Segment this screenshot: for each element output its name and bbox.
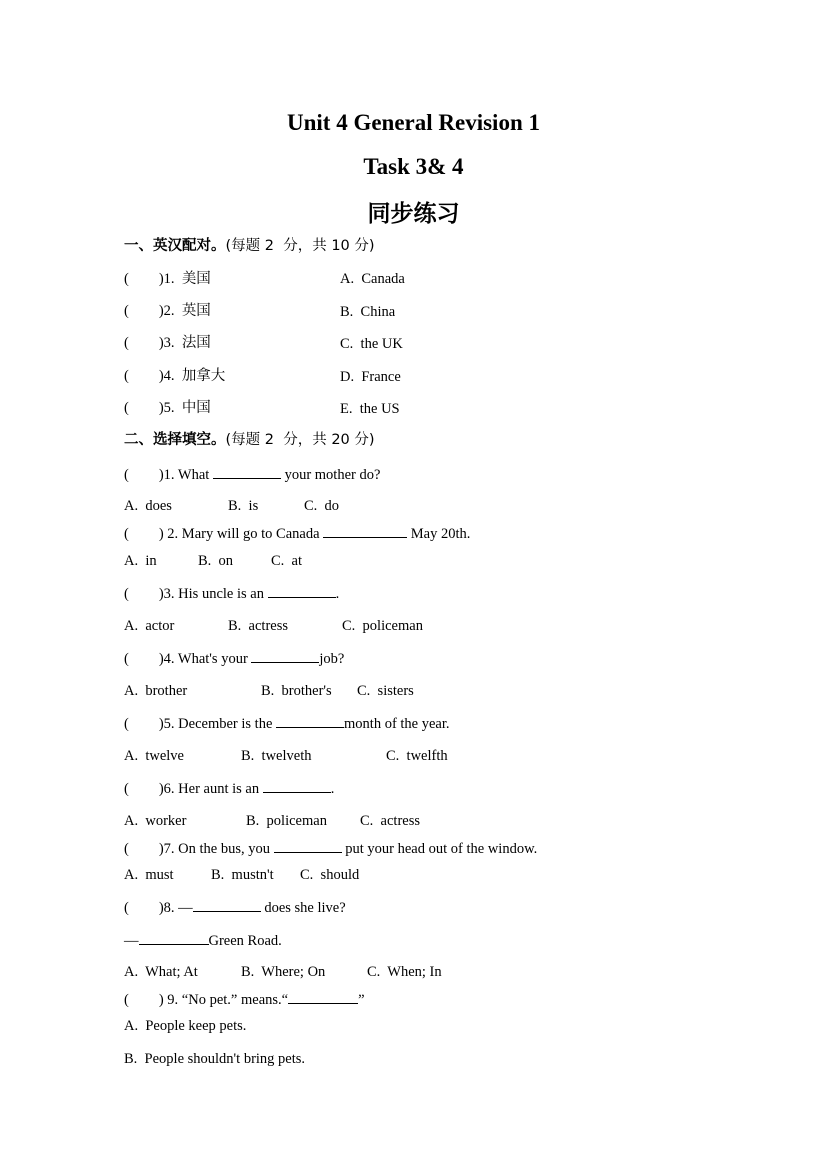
section1-note: (每题 2 分，共 10 分) — [225, 238, 375, 254]
match-item-2: ( )2. 英国 — [124, 303, 211, 319]
q6-option-b: B. policeman — [246, 813, 327, 829]
match-item-3: ( )3. 法国 — [124, 335, 211, 351]
answer-blank[interactable] — [251, 649, 319, 663]
answer-blank[interactable] — [139, 931, 209, 945]
answer-blank[interactable] — [268, 584, 336, 598]
answer-blank[interactable] — [323, 524, 407, 538]
question-2: ( ) 2. Mary will go to Canada May 20th. — [124, 526, 471, 542]
q4-option-c: C. sisters — [357, 683, 414, 699]
section1-label: 一、英汉配对。 — [124, 238, 226, 254]
q2-option-a: A. in — [124, 553, 157, 569]
q1-option-a: A. does — [124, 498, 172, 514]
q8-option-c: C. When; In — [367, 964, 442, 980]
question-6: ( )6. Her aunt is an . — [124, 781, 335, 797]
page-title: Unit 4 General Revision 1 — [287, 110, 540, 135]
section2-header — [124, 431, 375, 449]
q2-option-c: C. at — [271, 553, 303, 569]
q9-option-a: A. People keep pets. — [124, 1018, 247, 1034]
section2-note: (每题 2 分，共 20 分) — [225, 432, 375, 448]
question-8-reply: — Green Road. — [124, 933, 282, 949]
q5-option-c: C. twelfth — [386, 748, 448, 764]
page-subtitle: Task 3& 4 — [363, 154, 464, 179]
answer-blank[interactable] — [276, 714, 344, 728]
match-option-e: E. the US — [340, 401, 400, 417]
question-9: ( ) 9. “No pet.” means.“ ” — [124, 992, 365, 1008]
q9-option-b: B. People shouldn't bring pets. — [124, 1051, 306, 1067]
q8-option-b: B. Where; On — [241, 964, 326, 980]
match-item-4: ( )4. 加拿大 — [124, 368, 226, 384]
match-item-5: ( )5. 中国 — [124, 400, 211, 416]
q1-option-b: B. is — [228, 498, 259, 514]
q4-option-a: A. brother — [124, 683, 188, 699]
q3-option-b: B. actress — [228, 618, 288, 634]
q2-option-b: B. on — [198, 553, 234, 569]
question-1: ( )1. What your mother do? — [124, 467, 381, 483]
q3-option-a: A. actor — [124, 618, 175, 634]
q7-option-c: C. should — [300, 867, 360, 883]
answer-blank[interactable] — [193, 898, 261, 912]
q6-option-a: A. worker — [124, 813, 187, 829]
q7-option-b: B. mustn't — [211, 867, 274, 883]
section2-label: 二、选择填空。 — [124, 432, 226, 448]
page-heading: 同步练习 — [367, 201, 460, 227]
match-option-a: A. Canada — [340, 271, 405, 287]
q3-option-c: C. policeman — [342, 618, 423, 634]
question-7: ( )7. On the bus, you put your head out of the window. — [124, 841, 538, 857]
q5-option-a: A. twelve — [124, 748, 184, 764]
match-option-c: C. the UK — [340, 336, 403, 352]
q7-option-a: A. must — [124, 867, 174, 883]
question-3: ( )3. His uncle is an . — [124, 586, 340, 602]
match-item-1: ( )1. 美国 — [124, 271, 211, 287]
answer-blank[interactable] — [213, 465, 281, 479]
q5-option-b: B. twelveth — [241, 748, 312, 764]
match-option-b: B. China — [340, 304, 396, 320]
q8-option-a: A. What; At — [124, 964, 198, 980]
q1-option-c: C. do — [304, 498, 340, 514]
section1-header — [124, 237, 375, 255]
q6-option-c: C. actress — [360, 813, 420, 829]
question-5: ( )5. December is the month of the year. — [124, 716, 450, 732]
question-4: ( )4. What's your job? — [124, 651, 345, 667]
answer-blank[interactable] — [274, 839, 342, 853]
answer-blank[interactable] — [288, 990, 358, 1004]
q4-option-b: B. brother's — [261, 683, 332, 699]
answer-blank[interactable] — [263, 779, 331, 793]
match-option-d: D. France — [340, 369, 401, 385]
question-8: ( )8. — does she live? — [124, 900, 346, 916]
